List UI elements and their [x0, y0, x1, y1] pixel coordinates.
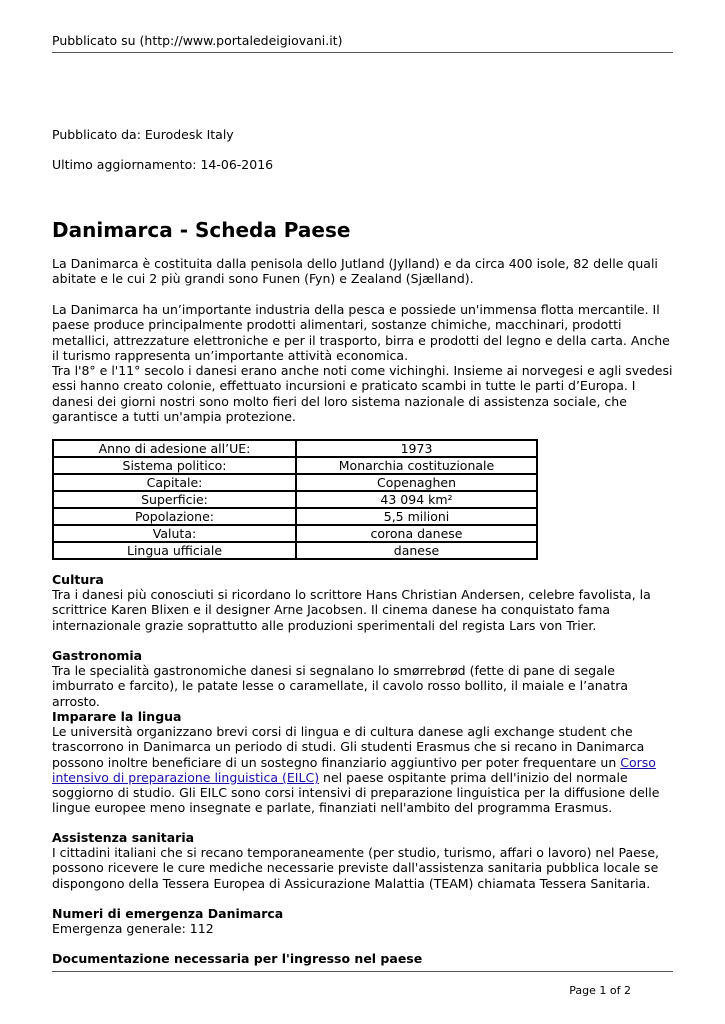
table-row — [53, 525, 537, 542]
table-row — [53, 508, 537, 525]
fact-value: Monarchia costituzionale — [296, 457, 537, 474]
section-heading-lingua: Imparare la lingua — [52, 709, 182, 724]
table-row — [53, 491, 537, 508]
fact-value: 43 094 km² — [296, 491, 537, 508]
fact-value: corona danese — [296, 525, 537, 542]
page-title: Danimarca - Scheda Paese — [52, 218, 351, 242]
table-row — [53, 457, 537, 474]
footer-divider — [52, 971, 673, 972]
section-text-lingua — [52, 724, 677, 816]
fact-value: Copenaghen — [296, 474, 537, 491]
section-heading-emergenza: Numeri di emergenza Danimarca — [52, 906, 284, 921]
fact-key: Valuta: — [53, 525, 296, 542]
fact-key: Anno di adesione all’UE: — [53, 440, 296, 457]
fact-value: danese — [296, 542, 537, 559]
fact-key: Capitale: — [53, 474, 296, 491]
fact-value: 1973 — [296, 440, 537, 457]
section-text-emergenza: Emergenza generale: 112 — [52, 921, 214, 936]
fact-key: Superficie: — [53, 491, 296, 508]
intro-paragraph-3: Tra l'8° e l'11° secolo i danesi erano anche noti come vichinghi. Insieme ai norvegesi e agli svedesi essi hanno creato colonie, effettuato incursioni e praticato scambi in tutte le parti d’Europa. I danesi dei giorni nostri sono molto fieri del loro sistema nazionale di assistenza sociale, che garantisce a tutti un'ampia protezione. — [52, 363, 673, 424]
country-facts-table — [52, 439, 538, 560]
header-divider — [52, 52, 673, 53]
section-heading-cultura: Cultura — [52, 572, 104, 587]
section-heading-sanita: Assistenza sanitaria — [52, 830, 195, 845]
section-text-gastronomia: Tra le specialità gastronomiche danesi si segnalano lo smørrebrød (fette di pane di segale imburrato e farcito), le patate lesse o caramellate, il cavolo rosso bollito, il maiale e l’anatra arrosto. — [52, 663, 629, 709]
table-row — [53, 440, 537, 457]
fact-key: Popolazione: — [53, 508, 296, 525]
published-by: Pubblicato da: Eurodesk Italy — [52, 127, 234, 142]
lingua-text-before: Le università organizzano brevi corsi di lingua e di cultura danese agli exchange student che trascorrono in Danimarca un periodo di studi. Gli studenti Erasmus che si recano in Danimarca possono inoltre beneficiare di un sostegno finanziario aggiuntivo per poter frequentare un — [52, 724, 645, 770]
table-row — [53, 542, 537, 559]
lingua-text-after: nel paese ospitante prima dell'inizio del normale soggiorno di studio. Gli EILC sono corsi intensivi di preparazione linguistica per la diffusione delle lingue europee meno insegnate e parlate, finanziati nell'ambito del programma Erasmus. — [52, 769, 660, 816]
fact-key: Lingua ufficiale — [53, 542, 296, 559]
fact-value: 5,5 milioni — [296, 508, 537, 525]
page-number: Page 1 of 2 — [569, 984, 631, 997]
intro-paragraph-1: La Danimarca è costituita dalla penisola dello Jutland (Jylland) e da circa 400 isole, 82 delle quali abitate e le cui 2 più grandi sono Funen (Fyn) e Zealand (Sjælland). — [52, 256, 658, 287]
fact-key: Sistema politico: — [53, 457, 296, 474]
section-text-cultura: Tra i danesi più conosciuti si ricordano lo scrittore Hans Christian Andersen, celebre favolista, la scrittrice Karen Blixen e il designer Arne Jacobsen. Il cinema danese ha conquistato fama internazionale grazie soprattutto alle produzioni sperimentali del regista Lars von Trier. — [52, 587, 651, 633]
intro-paragraph-2: La Danimarca ha un’importante industria della pesca e possiede un'immensa flotta mercantile. Il paese produce principalmente prodotti alimentari, sostanze chimiche, macchinari, prodotti metallici, attrezzature elettroniche e per il trasporto, birra e prodotti del legno e della carta. Anche il turismo rappresenta un’importante attività economica. — [52, 302, 670, 363]
last-update: Ultimo aggiornamento: 14-06-2016 — [52, 157, 274, 172]
header-source: Pubblicato su (http://www.portaledeigiovani.it) — [52, 33, 343, 48]
section-heading-gastronomia: Gastronomia — [52, 648, 143, 663]
section-text-sanita: I cittadini italiani che si recano temporaneamente (per studio, turismo, affari o lavoro) nel Paese, possono ricevere le cure mediche necessarie previste dall'assistenza sanitaria pubblica locale se dispongono della Tessera Europea di Assicurazione Malattia (TEAM) chiamata Tessera Sanitaria. — [52, 845, 659, 891]
section-heading-documenti: Documentazione necessaria per l'ingresso nel paese — [52, 951, 423, 966]
eilc-course-link[interactable]: Corso intensivo di preparazione linguistica (EILC) — [52, 754, 656, 785]
table-row — [53, 474, 537, 491]
